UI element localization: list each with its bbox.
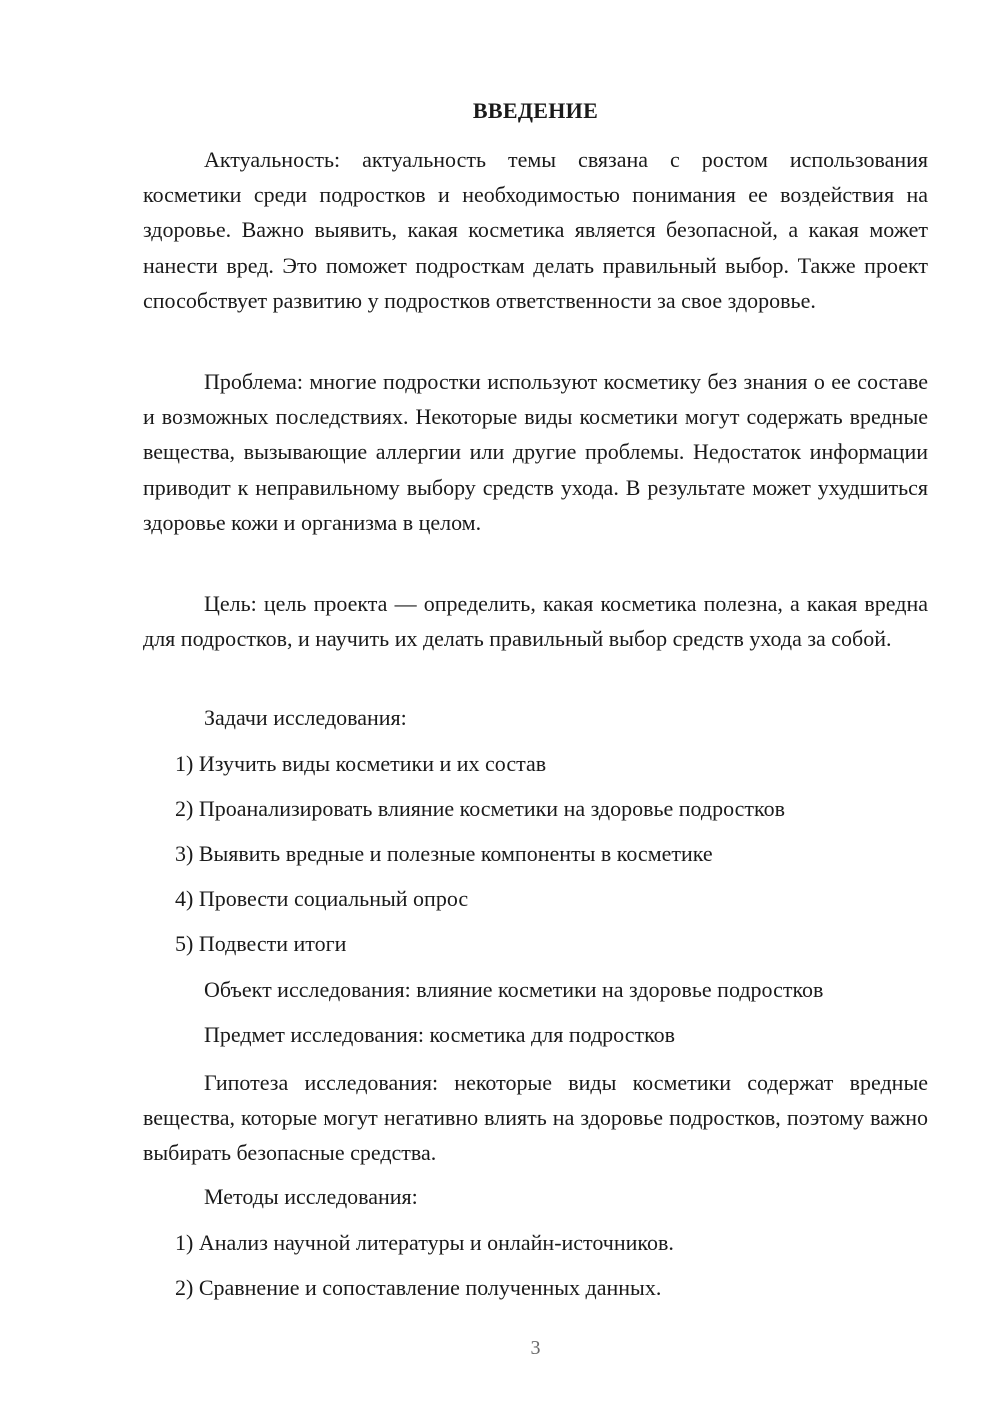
- task-item-4: 4) Провести социальный опрос: [175, 886, 469, 911]
- relevance-paragraph: Актуальность: актуальность темы связана с ростом использования косметики среди подростков и необходимостью понимания ее воздействия на здоровье. Важно выявить, какая косметика является безопасной, а какая может нанести вред. Это поможет подросткам делать правильный выбор. Также проект способствует развитию у подростков ответственности за свое здоровье.: [143, 147, 928, 313]
- goal-paragraph: Цель: цель проекта — определить, какая косметика полезна, а какая вредна для подростков, и научить их делать правильный выбор средств ухода за собой.: [143, 591, 928, 652]
- task-item-2: 2) Проанализировать влияние косметики на здоровье подростков: [175, 796, 785, 821]
- methods-heading: Методы исследования:: [204, 1184, 418, 1209]
- hypothesis-paragraph: Гипотеза исследования: некоторые виды косметики содержат вредные вещества, которые могут негативно влиять на здоровье подростков, поэтому важно выбирать безопасные средства.: [143, 1070, 928, 1166]
- research-object: Объект исследования: влияние косметики на здоровье подростков: [204, 977, 824, 1002]
- task-item-5: 5) Подвести итоги: [175, 931, 347, 956]
- tasks-heading: Задачи исследования:: [204, 705, 407, 730]
- task-item-1: 1) Изучить виды косметики и их состав: [175, 751, 547, 776]
- page-title: ВВЕДЕНИЕ: [472, 98, 599, 123]
- task-item-3: 3) Выявить вредные и полезные компоненты в косметике: [175, 841, 713, 866]
- method-item-2: 2) Сравнение и сопоставление полученных данных.: [175, 1275, 662, 1300]
- method-item-1: 1) Анализ научной литературы и онлайн-источников.: [175, 1230, 674, 1255]
- page-number: 3: [530, 1337, 541, 1359]
- document-page: [143, 0, 928, 1414]
- research-subject: Предмет исследования: косметика для подростков: [204, 1022, 676, 1047]
- problem-paragraph: Проблема: многие подростки используют косметику без знания о ее составе и возможных последствиях. Некоторые виды косметики могут содержать вредные вещества, вызывающие аллергии или другие проблемы. Недостаток информации приводит к неправильному выбору средств ухода. В результате может ухудшиться здоровье кожи и организма в целом.: [143, 369, 928, 535]
